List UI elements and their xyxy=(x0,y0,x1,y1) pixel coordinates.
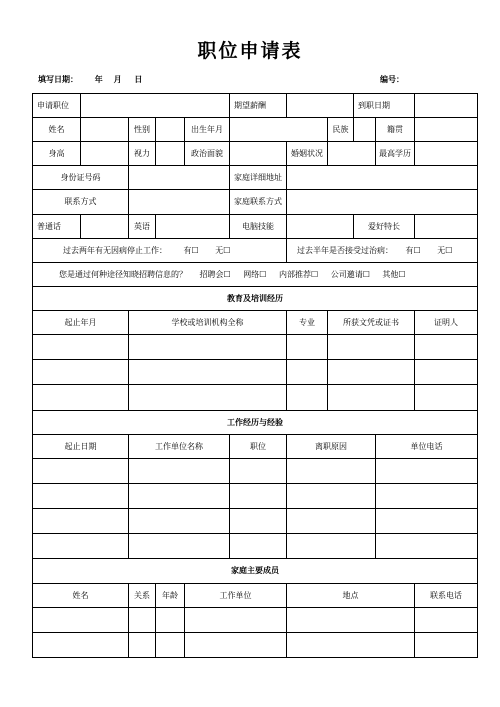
family-section-heading: 家庭主要成员 xyxy=(33,559,478,583)
work-cell[interactable] xyxy=(287,483,376,508)
education-field[interactable] xyxy=(415,142,478,166)
edu-cell[interactable] xyxy=(33,385,129,410)
edu-cell[interactable] xyxy=(129,335,287,360)
table-row xyxy=(33,559,478,583)
table-row xyxy=(33,190,478,214)
family-col-phone: 联系电话 xyxy=(415,583,478,607)
work-cell[interactable] xyxy=(376,534,478,559)
name-label: 姓名 xyxy=(33,118,81,142)
edu-col-major: 专业 xyxy=(287,310,328,334)
english-field[interactable] xyxy=(156,214,230,238)
family-col-location: 地点 xyxy=(287,583,415,607)
channel-option-invitation[interactable]: 公司邀请☐ xyxy=(330,269,370,279)
height-label: 身高 xyxy=(33,142,81,166)
work-cell[interactable] xyxy=(376,483,478,508)
edu-cell[interactable] xyxy=(328,335,415,360)
work-cell[interactable] xyxy=(33,509,129,534)
expected-salary-field[interactable] xyxy=(287,94,354,118)
political-label: 政治面貌 xyxy=(185,142,230,166)
political-field[interactable] xyxy=(230,142,287,166)
education-section-heading: 教育及培训经历 xyxy=(33,286,478,310)
work-cell[interactable] xyxy=(129,534,230,559)
id-number-field[interactable] xyxy=(129,166,230,190)
treatment-label: 过去半年是否接受过治病： xyxy=(297,245,393,255)
edu-cell[interactable] xyxy=(33,335,129,360)
work-cell[interactable] xyxy=(287,458,376,483)
birth-label: 出生年月 xyxy=(185,118,230,142)
fill-date-line xyxy=(38,74,142,85)
home-contact-label: 家庭联系方式 xyxy=(230,190,287,214)
table-row xyxy=(33,214,478,238)
table-row xyxy=(33,534,478,559)
mandarin-field[interactable] xyxy=(81,214,129,238)
form-title: 职位申请表 xyxy=(197,40,303,62)
family-cell[interactable] xyxy=(287,607,415,632)
family-col-name: 姓名 xyxy=(33,583,129,607)
channel-option-internet[interactable]: 网络☐ xyxy=(243,269,267,279)
work-cell[interactable] xyxy=(230,509,287,534)
id-number-label: 身份证号码 xyxy=(33,166,129,190)
applied-position-label: 申请职位 xyxy=(33,94,81,118)
hobbies-field[interactable] xyxy=(415,214,478,238)
treatment-question xyxy=(287,238,478,262)
native-place-label: 籍贯 xyxy=(376,118,415,142)
family-cell[interactable] xyxy=(156,607,185,632)
work-cell[interactable] xyxy=(376,509,478,534)
family-cell[interactable] xyxy=(129,607,156,632)
treatment-no-checkbox[interactable]: 无☐ xyxy=(437,245,453,255)
family-cell[interactable] xyxy=(33,607,129,632)
vision-label: 视力 xyxy=(129,142,156,166)
work-cell[interactable] xyxy=(33,458,129,483)
work-cell[interactable] xyxy=(376,458,478,483)
table-row xyxy=(33,166,478,190)
expected-salary-label: 期望薪酬 xyxy=(230,94,287,118)
sick-leave-yes-checkbox[interactable]: 有☐ xyxy=(183,245,199,255)
family-col-relation: 关系 xyxy=(129,583,156,607)
hobbies-label: 爱好特长 xyxy=(354,214,415,238)
marital-label: 婚姻状况 xyxy=(287,142,328,166)
table-row xyxy=(33,632,478,657)
channel-option-other[interactable]: 其他☐ xyxy=(382,269,406,279)
edu-cell[interactable] xyxy=(415,360,478,385)
education-label: 最高学历 xyxy=(376,142,415,166)
family-cell[interactable] xyxy=(33,632,129,657)
marital-field[interactable] xyxy=(328,142,376,166)
month-label: 月 xyxy=(113,75,122,84)
applied-position-field[interactable] xyxy=(81,94,230,118)
table-row xyxy=(33,94,478,118)
work-cell[interactable] xyxy=(129,483,230,508)
table-row xyxy=(33,410,478,434)
table-row xyxy=(33,434,478,458)
edu-col-period: 起止年月 xyxy=(33,310,129,334)
edu-cell[interactable] xyxy=(129,360,287,385)
table-row xyxy=(33,118,478,142)
ethnicity-label: 民族 xyxy=(328,118,354,142)
work-cell[interactable] xyxy=(287,509,376,534)
start-date-field[interactable] xyxy=(415,94,478,118)
work-cell[interactable] xyxy=(33,534,129,559)
table-row xyxy=(33,583,478,607)
english-label: 英语 xyxy=(129,214,156,238)
channel-question xyxy=(33,262,478,286)
table-row xyxy=(33,607,478,632)
edu-cell[interactable] xyxy=(415,385,478,410)
work-col-employer: 工作单位名称 xyxy=(129,434,230,458)
channel-label: 您是通过何种途径知晓招聘信息的？ xyxy=(59,269,187,279)
edu-col-school: 学校或培训机构全称 xyxy=(129,310,287,334)
channel-option-job-fair[interactable]: 招聘会☐ xyxy=(199,269,231,279)
application-form-table xyxy=(32,93,467,658)
edu-cell[interactable] xyxy=(328,360,415,385)
edu-cell[interactable] xyxy=(33,360,129,385)
table-row xyxy=(33,142,478,166)
sick-leave-question xyxy=(33,238,287,262)
table-row xyxy=(33,310,478,334)
gender-label: 性别 xyxy=(129,118,156,142)
start-date-label: 到职日期 xyxy=(354,94,415,118)
gender-field[interactable] xyxy=(156,118,185,142)
work-cell[interactable] xyxy=(33,483,129,508)
work-cell[interactable] xyxy=(230,534,287,559)
contact-label: 联系方式 xyxy=(33,190,129,214)
work-cell[interactable] xyxy=(129,458,230,483)
family-cell[interactable] xyxy=(415,607,478,632)
family-cell[interactable] xyxy=(185,607,287,632)
work-col-period: 起止日期 xyxy=(33,434,129,458)
table-row xyxy=(33,335,478,360)
family-cell[interactable] xyxy=(185,632,287,657)
number-label: 编号： xyxy=(380,75,404,84)
height-field[interactable] xyxy=(81,142,129,166)
ethnicity-field[interactable] xyxy=(354,118,376,142)
computer-label: 电脑技能 xyxy=(230,214,287,238)
home-contact-field[interactable] xyxy=(287,190,478,214)
table-row xyxy=(33,286,478,310)
edu-cell[interactable] xyxy=(287,360,328,385)
work-cell[interactable] xyxy=(287,534,376,559)
work-col-leave-reason: 离职原因 xyxy=(287,434,376,458)
edu-cell[interactable] xyxy=(287,335,328,360)
table-row xyxy=(33,483,478,508)
family-cell[interactable] xyxy=(287,632,415,657)
family-col-employer: 工作单位 xyxy=(185,583,287,607)
family-col-age: 年龄 xyxy=(156,583,185,607)
home-address-field[interactable] xyxy=(287,166,478,190)
edu-cell[interactable] xyxy=(328,385,415,410)
home-address-label: 家庭详细地址 xyxy=(230,166,287,190)
birth-field[interactable] xyxy=(230,118,328,142)
family-cell[interactable] xyxy=(415,632,478,657)
work-cell[interactable] xyxy=(230,483,287,508)
edu-cell[interactable] xyxy=(415,335,478,360)
table-row xyxy=(33,238,478,262)
family-cell[interactable] xyxy=(129,632,156,657)
mandarin-label: 普通话 xyxy=(33,214,81,238)
native-place-field[interactable] xyxy=(415,118,478,142)
sick-leave-no-checkbox[interactable]: 无☐ xyxy=(215,245,231,255)
fill-date-label: 填写日期： xyxy=(38,75,78,84)
edu-cell[interactable] xyxy=(129,385,287,410)
edu-cell[interactable] xyxy=(287,385,328,410)
table-row xyxy=(33,262,478,286)
channel-option-referral[interactable]: 内部推荐☐ xyxy=(278,269,319,279)
table-row xyxy=(33,458,478,483)
work-col-phone: 单位电话 xyxy=(376,434,478,458)
family-cell[interactable] xyxy=(156,632,185,657)
table-row xyxy=(33,385,478,410)
year-label: 年 xyxy=(94,75,103,84)
name-field[interactable] xyxy=(81,118,129,142)
edu-col-reference: 证明人 xyxy=(415,310,478,334)
vision-field[interactable] xyxy=(156,142,185,166)
sick-leave-label: 过去两年有无因病停止工作： xyxy=(63,245,167,255)
work-col-position: 职位 xyxy=(230,434,287,458)
edu-col-certificate: 所获文凭或证书 xyxy=(328,310,415,334)
contact-field[interactable] xyxy=(129,190,230,214)
work-cell[interactable] xyxy=(129,509,230,534)
work-section-heading: 工作经历与经验 xyxy=(33,410,478,434)
work-cell[interactable] xyxy=(230,458,287,483)
treatment-yes-checkbox[interactable]: 有☐ xyxy=(405,245,421,255)
table-row xyxy=(33,360,478,385)
table-row xyxy=(33,509,478,534)
computer-field[interactable] xyxy=(287,214,354,238)
day-label: 日 xyxy=(134,75,143,84)
